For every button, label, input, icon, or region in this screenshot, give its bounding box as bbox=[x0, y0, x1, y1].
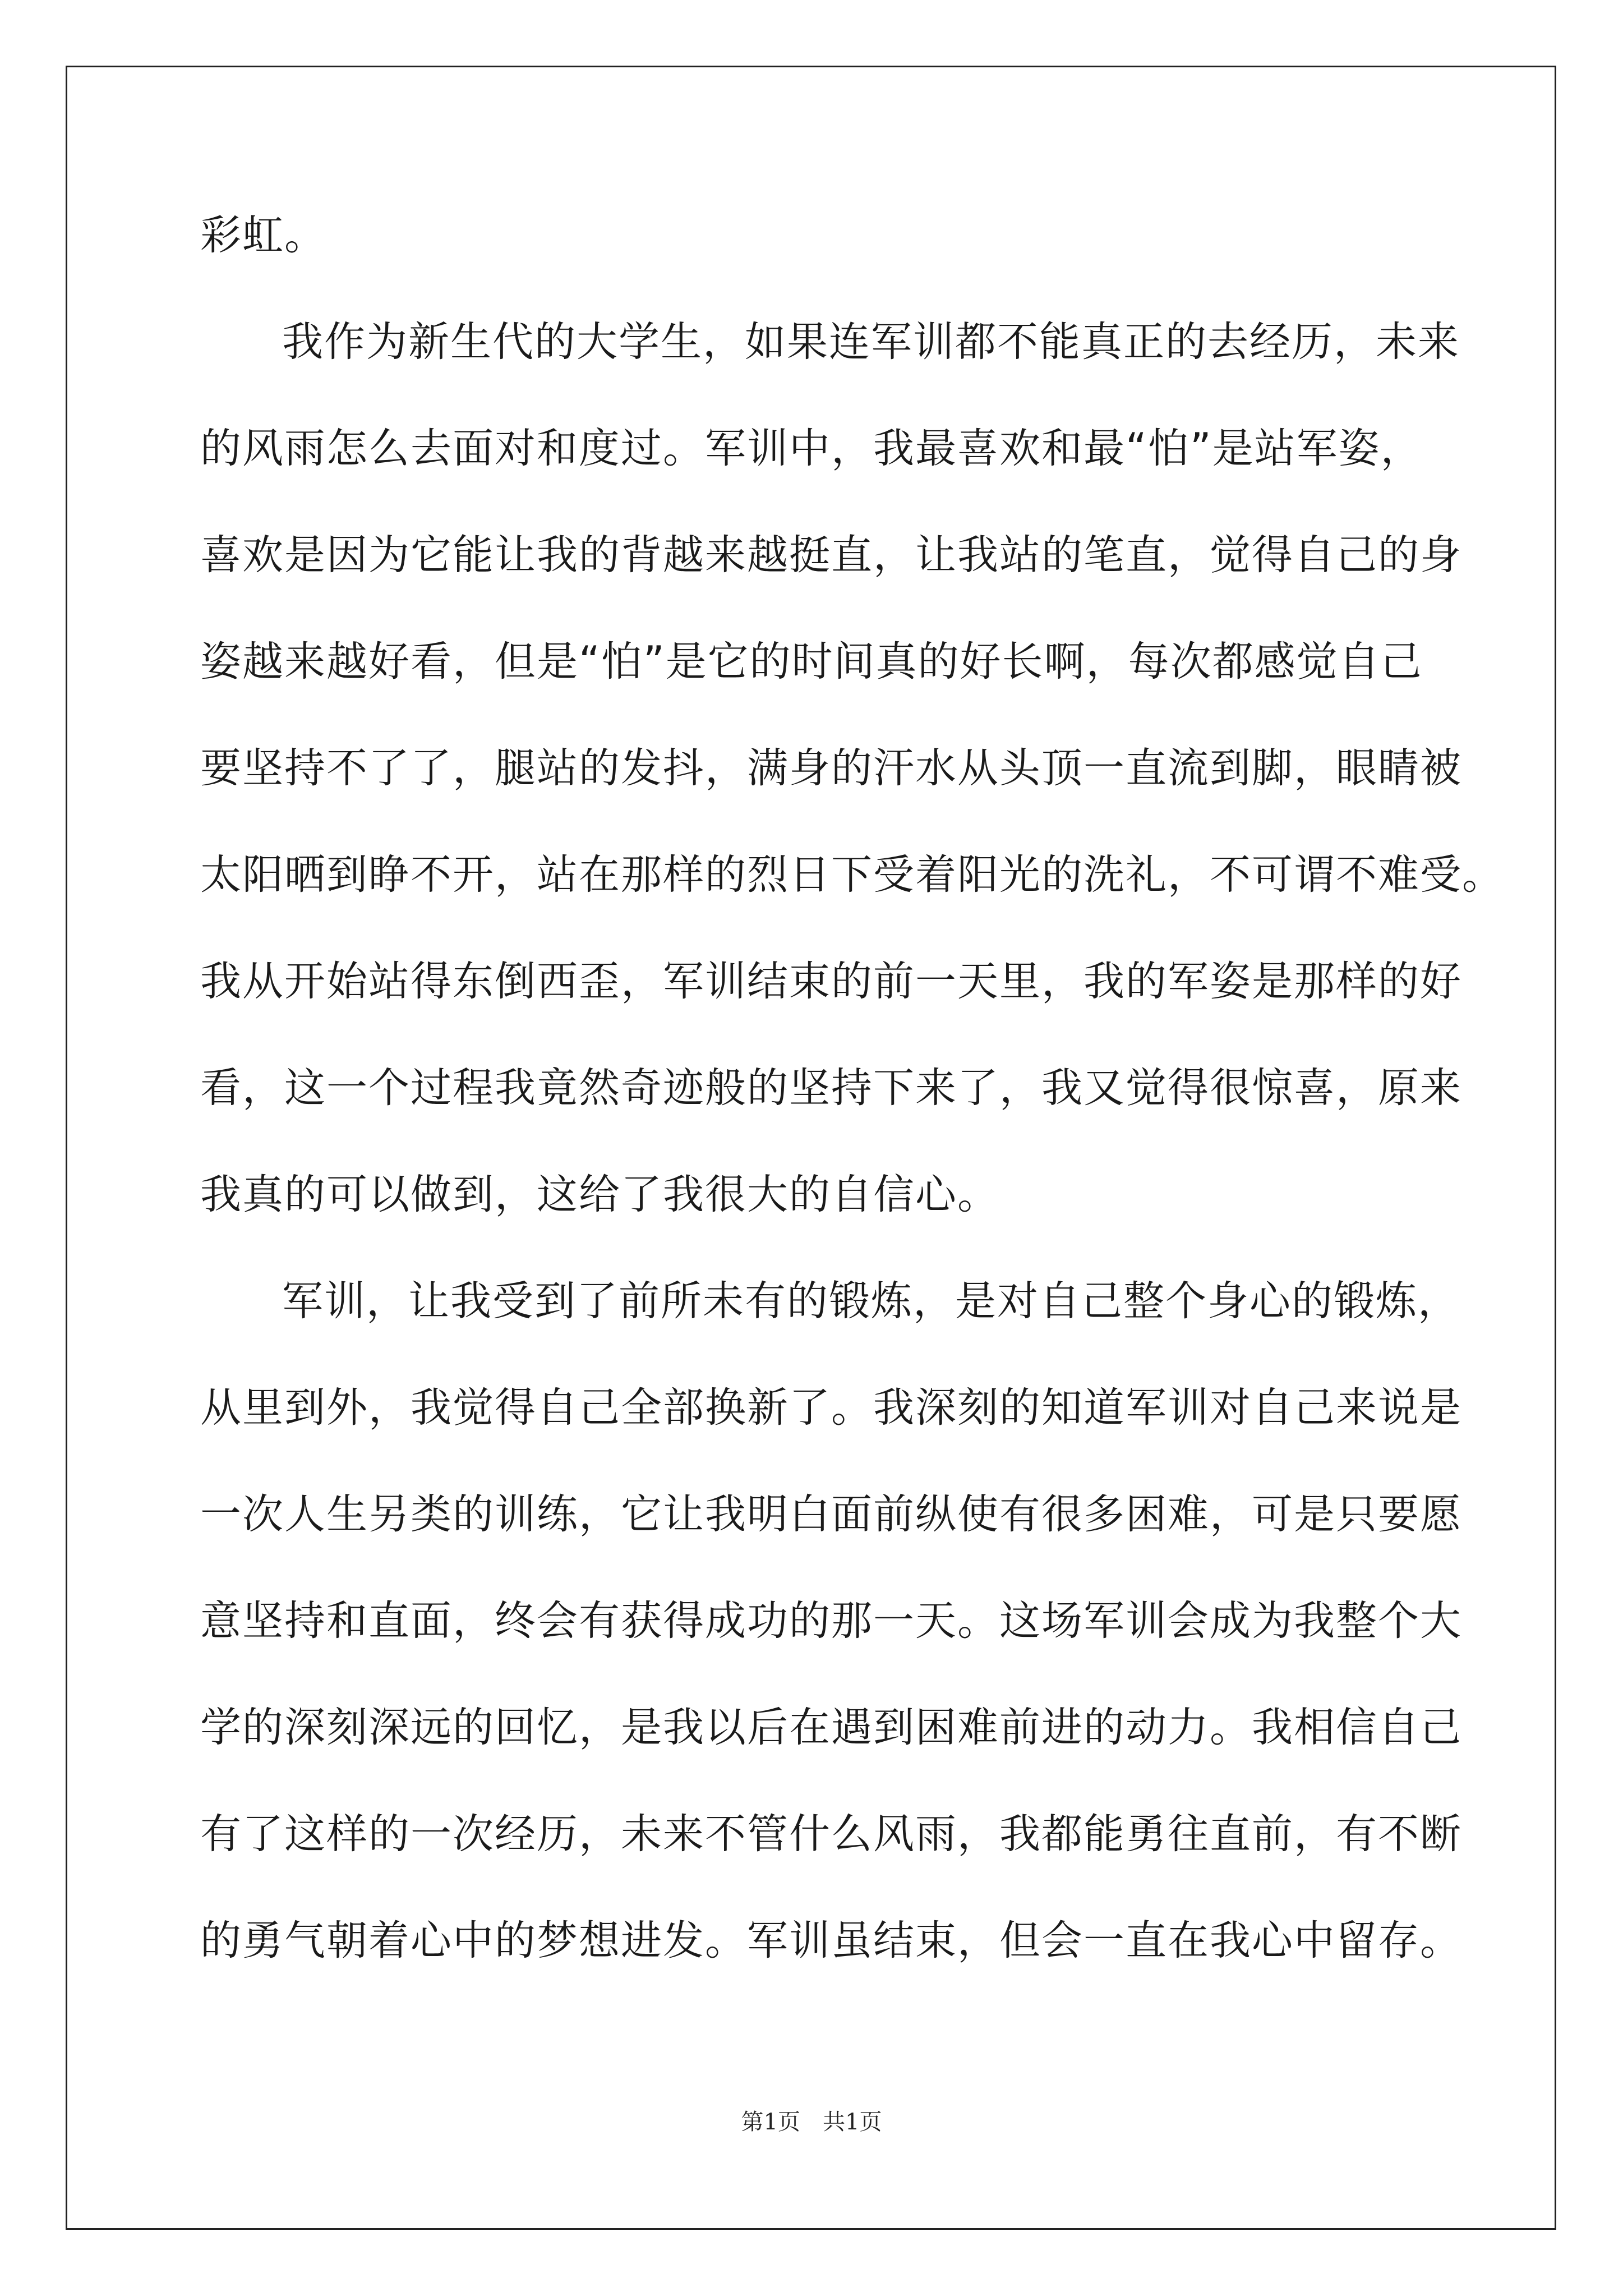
text-line: 从里到外，我觉得自己全部换新了。我深刻的知道军训对自己来说是 bbox=[200, 1384, 1462, 1432]
paragraph-first-line: 军训，让我受到了前所未有的锻炼，是对自己整个身心的锻炼， bbox=[282, 1277, 1460, 1325]
text-line: 我真的可以做到，这给了我很大的自信心。 bbox=[200, 1171, 999, 1218]
page-number-footer: 第1页 共1页 bbox=[741, 2109, 882, 2135]
text-line: 有了这样的一次经历，未来不管什么风雨，我都能勇往直前，有不断 bbox=[200, 1810, 1462, 1858]
text-line: 一次人生另类的训练，它让我明白面前纵使有很多困难，可是只要愿 bbox=[200, 1490, 1462, 1538]
paragraph-first-line: 我作为新生代的大学生，如果连军训都不能真正的去经历，未来 bbox=[282, 318, 1460, 366]
text-line: 意坚持和直面，终会有获得成功的那一天。这场军训会成为我整个大 bbox=[200, 1597, 1462, 1645]
text-line: 学的深刻深远的回忆，是我以后在遇到困难前进的动力。我相信自己 bbox=[200, 1704, 1462, 1751]
page-border bbox=[66, 66, 1556, 2230]
text-line: 的风雨怎么去面对和度过。军训中，我最喜欢和最“怕”是站军姿， bbox=[200, 425, 1423, 472]
text-line: 喜欢是因为它能让我的背越来越挺直，让我站的笔直，觉得自己的身 bbox=[200, 531, 1462, 579]
text-line: 看，这一个过程我竟然奇迹般的坚持下来了，我又觉得很惊喜，原来 bbox=[200, 1064, 1462, 1112]
text-line: 的勇气朝着心中的梦想进发。军训虽结束，但会一直在我心中留存。 bbox=[200, 1917, 1462, 1964]
text-line: 彩虹。 bbox=[200, 211, 326, 259]
text-line: 姿越来越好看，但是“怕”是它的时间真的好长啊，每次都感觉自己 bbox=[200, 638, 1423, 685]
text-line: 太阳晒到睁不开，站在那样的烈日下受着阳光的洗礼，不可谓不难受。 bbox=[200, 851, 1504, 899]
text-line: 要坚持不了了，腿站的发抖，满身的汗水从头顶一直流到脚，眼睛被 bbox=[200, 744, 1462, 792]
text-line: 我从开始站得东倒西歪，军训结束的前一天里，我的军姿是那样的好 bbox=[200, 958, 1462, 1005]
